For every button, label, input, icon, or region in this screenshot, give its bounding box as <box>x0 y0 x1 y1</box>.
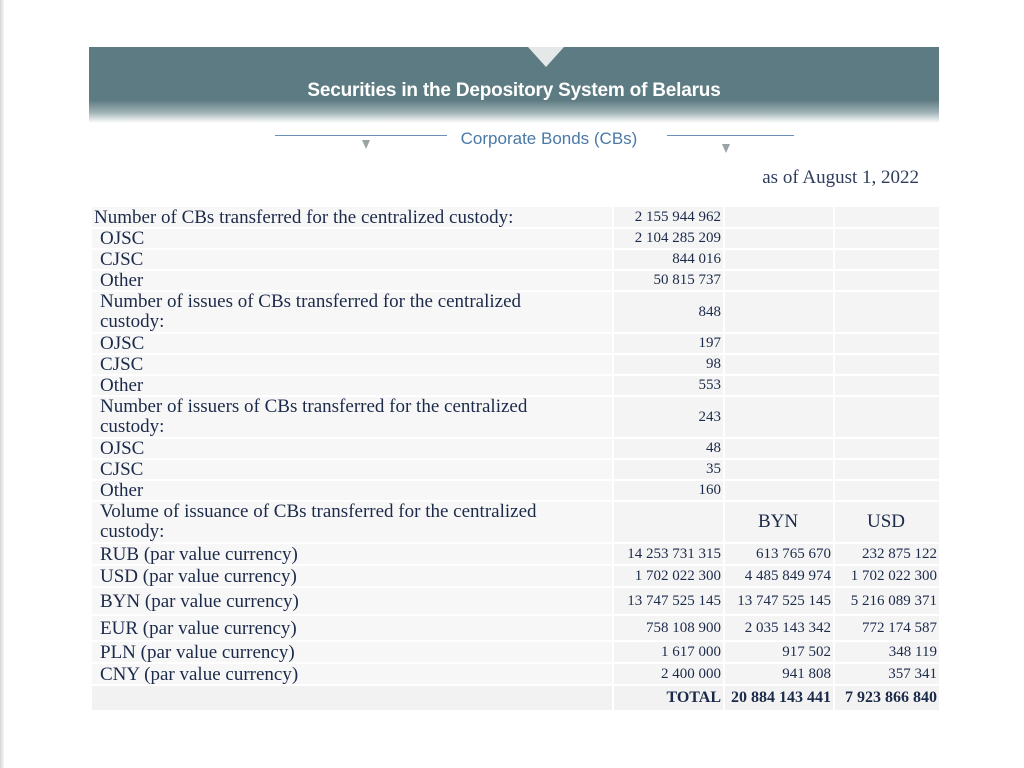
byn-value: 4 485 849 974 <box>724 565 834 587</box>
table-row <box>92 501 940 543</box>
par-value: 1 702 022 300 <box>613 565 724 587</box>
row-label: Other <box>92 480 613 501</box>
row-value: 48 <box>613 438 724 459</box>
usd-value: 232 875 122 <box>834 543 940 565</box>
table-row <box>92 354 940 375</box>
table-row <box>92 641 940 663</box>
row-label: Other <box>92 270 613 291</box>
par-value: 1 617 000 <box>613 641 724 663</box>
row-label: OJSC <box>92 438 613 459</box>
table-row <box>92 543 940 565</box>
row-label: CJSC <box>92 249 613 270</box>
table-row <box>92 333 940 354</box>
row-label: Other <box>92 375 613 396</box>
usd-value: 1 702 022 300 <box>834 565 940 587</box>
row-value: 553 <box>613 375 724 396</box>
row-value: 844 016 <box>613 249 724 270</box>
usd-value: 772 174 587 <box>834 615 940 641</box>
row-label: OJSC <box>92 228 613 249</box>
row-value: 2 104 285 209 <box>613 228 724 249</box>
table-row <box>92 291 940 333</box>
row-label: Volume of issuance of CBs transferred for the centralized custody: <box>92 501 613 543</box>
row-value: 848 <box>613 291 724 333</box>
table-row <box>92 587 940 615</box>
as-of-date: as of August 1, 2022 <box>762 167 919 188</box>
table-row <box>92 565 940 587</box>
usd-value: 357 341 <box>834 663 940 685</box>
currency-header-usd: USD <box>834 501 940 543</box>
total-usd: 7 923 866 840 <box>834 685 940 711</box>
par-value: 14 253 731 315 <box>613 543 724 565</box>
securities-table <box>92 207 941 712</box>
row-label: Number of issues of CBs transferred for the centralized custody: <box>92 291 613 333</box>
row-value: 98 <box>613 354 724 375</box>
table-row <box>92 480 940 501</box>
row-value: 35 <box>613 459 724 480</box>
subtitle-divider-left <box>275 135 447 136</box>
usd-value: 348 119 <box>834 641 940 663</box>
row-value: 50 815 737 <box>613 270 724 291</box>
row-label: CNY (par value currency) <box>92 663 613 685</box>
table-row <box>92 396 940 438</box>
subtitle-divider-right <box>667 135 794 136</box>
arrow-down-icon <box>722 144 730 153</box>
row-label: OJSC <box>92 333 613 354</box>
byn-value: 917 502 <box>724 641 834 663</box>
par-value: 13 747 525 145 <box>613 587 724 615</box>
par-value: 758 108 900 <box>613 615 724 641</box>
row-value: 2 155 944 962 <box>613 207 724 228</box>
row-label: USD (par value currency) <box>92 565 613 587</box>
row-value: 243 <box>613 396 724 438</box>
row-label: CJSC <box>92 354 613 375</box>
par-value: 2 400 000 <box>613 663 724 685</box>
byn-value: 613 765 670 <box>724 543 834 565</box>
banner-notch-arrow <box>528 47 564 67</box>
table-row <box>92 207 940 228</box>
row-label: PLN (par value currency) <box>92 641 613 663</box>
total-byn: 20 884 143 441 <box>724 685 834 711</box>
table-row <box>92 438 940 459</box>
window-left-edge <box>0 0 4 768</box>
row-label: EUR (par value currency) <box>92 615 613 641</box>
row-label: RUB (par value currency) <box>92 543 613 565</box>
currency-header-byn: BYN <box>724 501 834 543</box>
row-value: 197 <box>613 333 724 354</box>
table-row <box>92 663 940 685</box>
table-row <box>92 459 940 480</box>
table-row <box>92 249 940 270</box>
total-label: TOTAL <box>613 685 724 711</box>
row-label: Number of issuers of CBs transferred for the centralized custody: <box>92 396 613 438</box>
section-subtitle: Corporate Bonds (CBs) <box>460 129 638 148</box>
row-label: BYN (par value currency) <box>92 587 613 615</box>
total-row <box>92 685 940 711</box>
table-row <box>92 270 940 291</box>
byn-value: 13 747 525 145 <box>724 587 834 615</box>
row-label: Number of CBs transferred for the centralized custody: <box>92 207 613 228</box>
table-row <box>92 375 940 396</box>
table-row <box>92 615 940 641</box>
byn-value: 2 035 143 342 <box>724 615 834 641</box>
row-value: 160 <box>613 480 724 501</box>
usd-value: 5 216 089 371 <box>834 587 940 615</box>
table-row <box>92 228 940 249</box>
page-title: Securities in the Depository System of Belarus <box>307 80 721 101</box>
arrow-down-icon <box>362 140 370 149</box>
row-label: CJSC <box>92 459 613 480</box>
byn-value: 941 808 <box>724 663 834 685</box>
